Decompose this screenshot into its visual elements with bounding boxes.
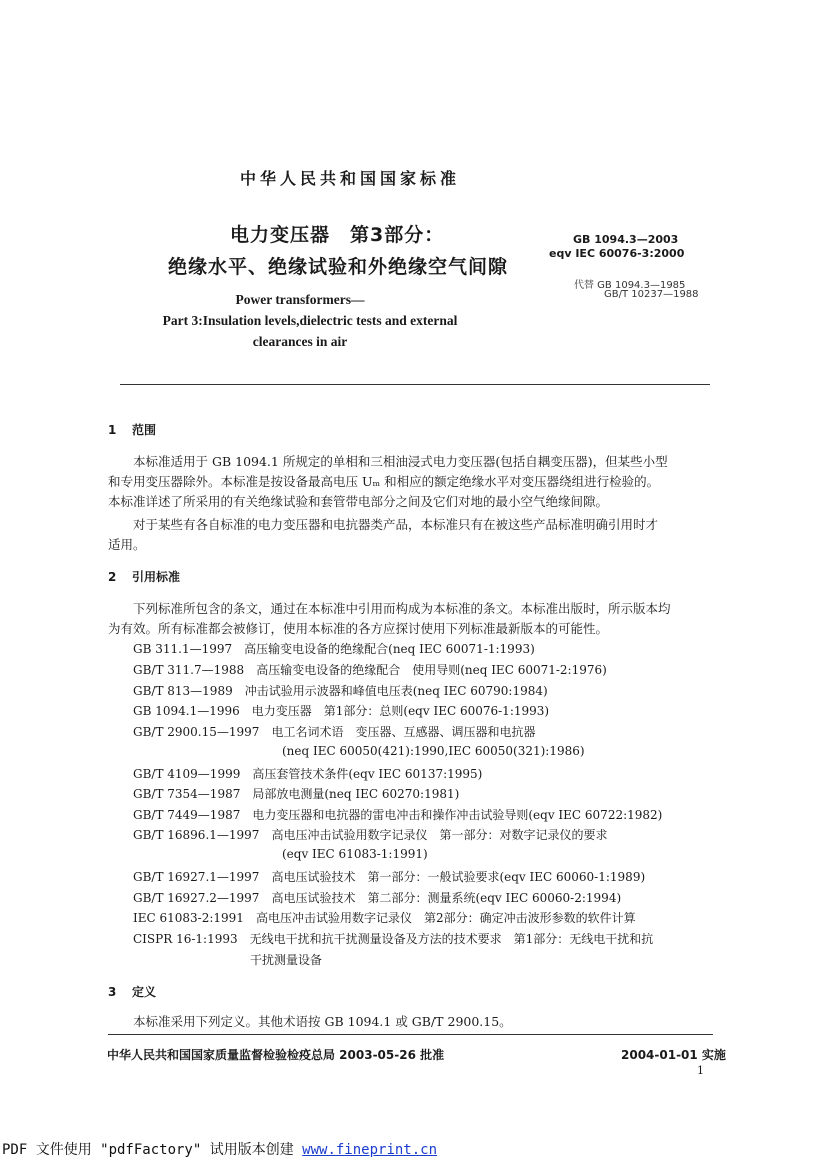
reference-item	[133, 723, 535, 740]
reference-item	[133, 909, 636, 926]
page-number: 1	[697, 1064, 704, 1077]
title-en-line3: clearances in air	[252, 334, 348, 349]
pdf-creator-banner	[2, 1139, 437, 1159]
section-heading	[108, 568, 180, 585]
paragraph-line: 和专用变压器除外。本标准是按设备最高电压 Uₘ 和相应的额定绝缘水平对变压器绕组进行检验的。	[108, 474, 660, 489]
reference-code: GB/T 4109—1999	[133, 767, 241, 781]
reference-title: 电工名词术语 变压器、互感器、调压器和电抗器	[271, 725, 536, 739]
reference-code: GB/T 7449—1987	[133, 808, 241, 822]
reference-continuation: (eqv IEC 61083-1:1991)	[282, 847, 428, 861]
reference-item	[133, 930, 653, 947]
reference-code: GB/T 16927.2—1997	[133, 891, 260, 905]
paragraph-line: 适用。	[108, 537, 146, 552]
reference-code: CISPR 16-1:1993	[133, 932, 238, 946]
standard-category-header: 中华人民共和国国家标准	[239, 169, 460, 188]
title-cn-line2: 绝缘水平、绝缘试验和外绝缘空气间隙	[168, 256, 509, 278]
reference-title: 无线电干扰和抗干扰测量设备及方法的技术要求 第1部分：无线电干扰和抗	[249, 932, 654, 946]
reference-code: GB/T 7354—1987	[133, 787, 241, 801]
paragraph-line: 下列标准所包含的条文，通过在本标准中引用而构成为本标准的条文。本标准出版时，所示版本均	[108, 601, 671, 616]
replaces-line2: GB/T 10237—1988	[604, 289, 699, 300]
reference-item	[133, 868, 645, 885]
paragraph	[108, 515, 658, 555]
paragraph-line: 为有效。所有标准都会被修订，使用本标准的各方应探讨使用下列标准最新版本的可能性。	[108, 621, 609, 636]
section-title: 范围	[132, 423, 157, 437]
reference-item	[133, 765, 482, 782]
paragraph	[108, 599, 671, 639]
reference-item	[133, 640, 535, 657]
reference-code: GB/T 813—1989	[133, 684, 233, 698]
fineprint-link[interactable]: www.fineprint.cn	[302, 1142, 438, 1158]
reference-item	[133, 702, 549, 719]
reference-title: 高电压冲击试验用数字记录仪 第一部分：对数字记录仪的要求	[271, 828, 608, 842]
approval-statement: 中华人民共和国国家质量监督检验检疫总局 2003-05-26 批准	[107, 1048, 445, 1062]
reference-title: 高电压冲击试验用数字记录仪 第2部分：确定冲击波形参数的软件计算	[255, 911, 636, 925]
reference-item	[133, 806, 662, 823]
standard-equivalence: eqv IEC 60076-3:2000	[549, 247, 685, 260]
reference-item	[133, 682, 548, 699]
reference-title: 冲击试验用示波器和峰值电压表(neq IEC 60790:1984)	[244, 684, 548, 698]
reference-title: 高电压试验技术 第一部分：一般试验要求(eqv IEC 60060-1:1989)	[271, 870, 646, 884]
title-en-line1: Power transformers—	[235, 292, 365, 307]
section-number: 1	[108, 423, 117, 437]
reference-title: 局部放电测量(neq IEC 60270:1981)	[252, 787, 460, 801]
section-number: 2	[108, 570, 117, 584]
reference-title: 电力变压器 第1部分：总则(eqv IEC 60076-1:1993)	[251, 704, 550, 718]
reference-continuation: (neq IEC 60050(421):1990,IEC 60050(321):1986)	[282, 744, 585, 758]
paragraph	[108, 1012, 512, 1032]
reference-title: 高电压试验技术 第二部分：测量系统(eqv IEC 60060-2:1994)	[271, 891, 622, 905]
paragraph-line: 本标准采用下列定义。其他术语按 GB 1094.1 或 GB/T 2900.15。	[108, 1014, 512, 1029]
reference-item	[133, 661, 607, 678]
reference-title: 高压输变电设备的绝缘配合(neq IEC 60071-1:1993)	[244, 642, 535, 656]
reference-item	[133, 785, 459, 802]
section-title: 定义	[132, 985, 157, 999]
reference-item	[133, 826, 607, 843]
reference-item	[133, 889, 621, 906]
reference-code: GB/T 311.7—1988	[133, 663, 245, 677]
reference-title: 高压输变电设备的绝缘配合 使用导则(neq IEC 60071-2:1976)	[256, 663, 607, 677]
reference-code: GB 1094.1—1996	[133, 704, 240, 718]
reference-code: GB/T 16896.1—1997	[133, 828, 260, 842]
standard-number: GB 1094.3—2003	[573, 233, 679, 246]
reference-continuation: 干扰测量设备	[250, 953, 323, 967]
reference-code: GB 311.1—1997	[133, 642, 233, 656]
reference-code: IEC 61083-2:1991	[133, 911, 244, 925]
header-divider	[120, 384, 710, 385]
reference-title: 高压套管技术条件(eqv IEC 60137:1995)	[252, 767, 483, 781]
section-heading	[108, 421, 156, 438]
paragraph	[108, 452, 668, 512]
paragraph-line: 本标准详述了所采用的有关绝缘试验和套管带电部分之间及它们对地的最小空气绝缘间隙。	[108, 494, 609, 509]
section-heading	[108, 983, 156, 1000]
title-cn-line1: 电力变压器 第3部分：	[230, 224, 445, 246]
replaces-line1: 代替 GB 1094.3—1985	[574, 280, 686, 291]
reference-title: 电力变压器和电抗器的雷电冲击和操作冲击试验导则(eqv IEC 60722:1982)	[252, 808, 663, 822]
section-number: 3	[108, 985, 117, 999]
reference-code: GB/T 2900.15—1997	[133, 725, 260, 739]
paragraph-line: 对于某些有各自标准的电力变压器和电抗器类产品，本标准只有在被这些产品标准明确引用时才	[108, 517, 659, 532]
paragraph-line: 本标准适用于 GB 1094.1 所规定的单相和三相油浸式电力变压器(包括自耦变压器)，但某些小型	[108, 454, 668, 469]
footer-divider	[108, 1034, 713, 1035]
section-title: 引用标准	[132, 570, 181, 584]
reference-code: GB/T 16927.1—1997	[133, 870, 260, 884]
title-en-line2: Part 3:Insulation levels,dielectric tests and external	[162, 313, 458, 328]
banner-text: PDF 文件使用 "pdfFactory" 试用版本创建	[2, 1142, 303, 1158]
implementation-date: 2004-01-01 实施	[621, 1048, 726, 1062]
